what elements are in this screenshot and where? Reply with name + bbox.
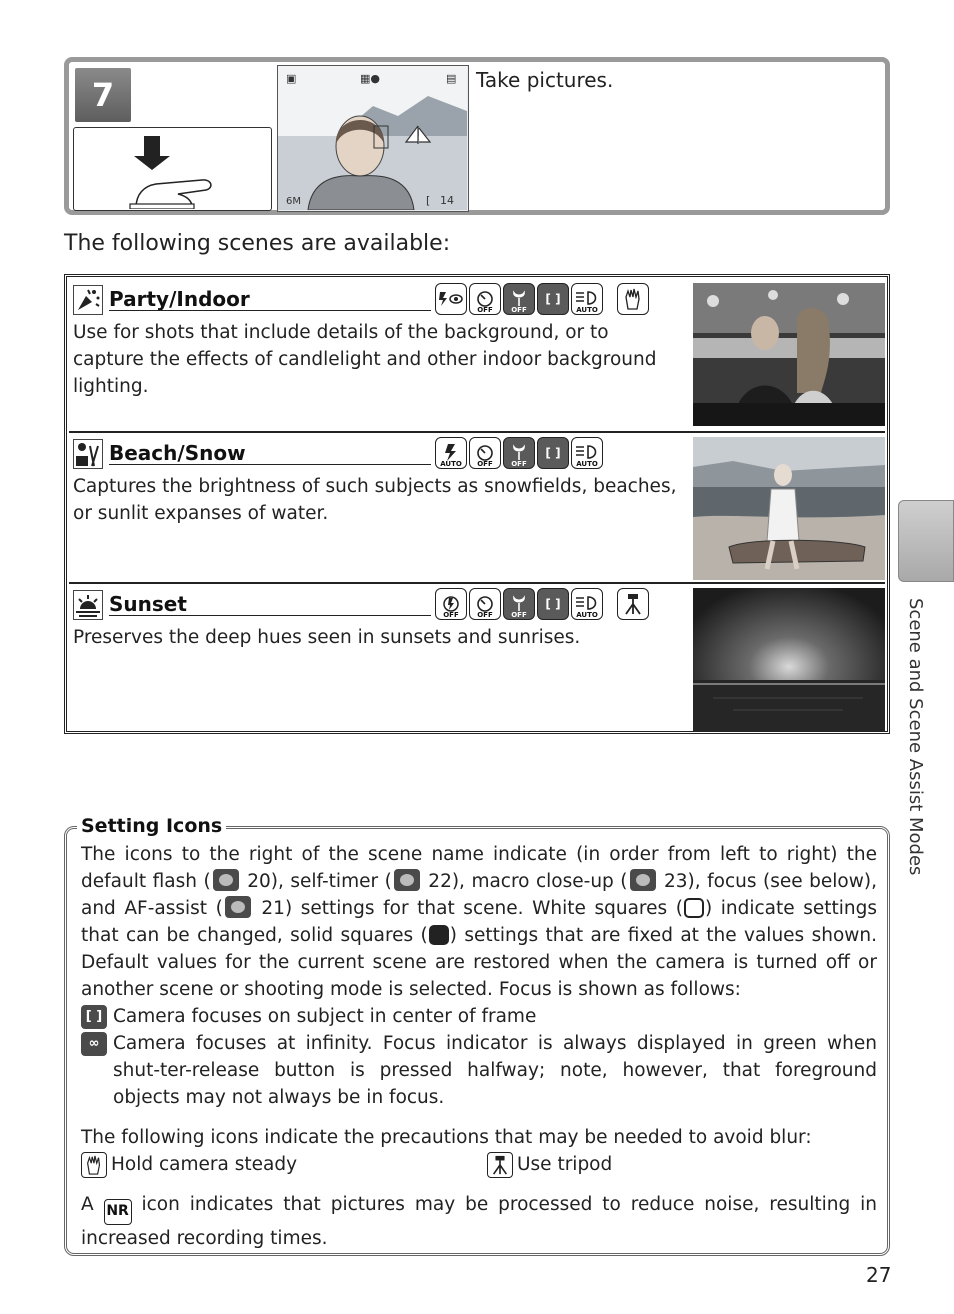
scene-row-sunset [69,582,885,730]
focus-infinity-icon: ∞ [81,1032,107,1056]
focus-infinity-item: ∞ Camera focuses at infinity. Focus indicator is always displayed in green when shut-ter-release button is pressed halfway; note, however, that foreground objects may not always be in focus. [81,1030,877,1111]
hold-camera-steady-icon [81,1152,107,1178]
use-tripod-icon [487,1152,513,1178]
af-assist-auto-icon: AUTO [571,283,603,315]
scene-name: Beach/Snow [109,441,246,465]
scene-header [73,437,685,471]
blur-icons-row [81,1151,877,1178]
noise-reduction-note: A NR icon indicates that pictures may be processed to reduce noise, resulting in increased recording times. [81,1194,877,1249]
party-indoor-icon [73,285,103,315]
focus-center-icon: [ ] [537,283,569,315]
scene-settings [435,283,649,315]
scene-description: Preserves the deep hues seen in sunsets and sunrises. [73,627,581,648]
note-body [81,841,877,1252]
page-ref-icon [630,869,656,891]
section-label: Scene and Scene Assist Modes [905,598,926,876]
flash-red-eye-icon [435,283,467,315]
section-tab [898,500,954,582]
scenes-heading: The following scenes are available: [64,231,451,256]
solid-square-icon [429,925,449,945]
sunset-photo [693,588,885,731]
step-instruction: Take pictures. [476,68,614,92]
focus-center-icon: [ ] [81,1005,107,1029]
self-timer-off-icon: OFF [469,437,501,469]
noise-reduction-icon: NR [104,1199,132,1225]
use-tripod-item: Use tripod [487,1151,612,1178]
focus-center-icon: [ ] [537,437,569,469]
focus-center-icon: [ ] [537,588,569,620]
scene-underline [109,464,431,465]
flash-auto-icon: AUTO [435,437,467,469]
svg-text:▦●: ▦● [360,72,380,85]
self-timer-off-icon: OFF [469,283,501,315]
step-7-box [64,57,890,215]
scene-settings [435,588,649,620]
note-title: Setting Icons [77,815,226,837]
af-assist-auto-icon: AUTO [571,437,603,469]
af-assist-auto-icon: AUTO [571,588,603,620]
macro-off-icon: OFF [503,437,535,469]
scene-header [73,588,685,622]
party-indoor-photo [693,283,885,426]
scene-description: Use for shots that include details of the background, or to capture the effects of candlelight and other indoor background lighting. [73,322,657,397]
use-tripod-icon [617,588,649,620]
flash-off-icon: OFF [435,588,467,620]
page-ref-icon [394,869,420,891]
lcd-portrait-scene [278,66,467,210]
blur-intro: The following icons indicate the precautions that may be needed to avoid blur: [81,1127,812,1148]
hold-steady-item: Hold camera steady [81,1151,487,1178]
press-shutter-icon [74,128,270,209]
self-timer-off-icon: OFF [469,588,501,620]
macro-off-icon: OFF [503,588,535,620]
shutter-illustration [73,127,272,211]
scene-row-party-indoor [69,279,885,427]
note-paragraph-1: The icons to the right of the scene name indicate (in order from left to right) the default flash ( 20), self-timer ( 22), macro close-up ( 23), focus (see below), and AF-assist ( 21) settings for that scene. White squares ( ) indicate settings that can be changed, solid squares ( ) settings that are fixed at the values shown. Default values for the current scene are restored when the camera is turned off or another scene or shooting mode is selected. Focus is shown as follows: [81,844,877,1000]
scene-header [73,283,685,317]
beach-snow-photo [693,437,885,580]
hold-camera-steady-icon [617,283,649,315]
sunset-icon [73,590,103,620]
lcd-frame-count: 14 [440,194,454,207]
scene-row-beach-snow [69,431,885,579]
step-number: 7 [75,68,131,122]
focus-center-item: [ ] Camera focuses on subject in center of frame [81,1003,877,1030]
svg-text:▣: ▣ [286,72,297,85]
page-number: 27 [866,1263,892,1287]
scene-name: Sunset [109,592,187,616]
svg-text:▤: ▤ [446,72,457,85]
macro-off-icon: OFF [503,283,535,315]
white-square-icon [684,898,704,918]
page-ref-icon [225,896,251,918]
scene-underline [109,310,431,311]
scene-table [64,274,890,734]
lcd-preview [277,65,469,212]
lcd-image-mode: 6M [286,196,301,207]
scene-name: Party/Indoor [109,287,250,311]
setting-icons-note [64,815,890,1256]
page-ref-icon [213,869,239,891]
scene-description: Captures the brightness of such subjects as snowfields, beaches, or sunlit expanses of water. [73,476,677,524]
beach-snow-icon [73,439,103,469]
svg-text:[: [ [426,194,431,207]
scene-settings [435,437,603,469]
scene-underline [109,615,431,616]
